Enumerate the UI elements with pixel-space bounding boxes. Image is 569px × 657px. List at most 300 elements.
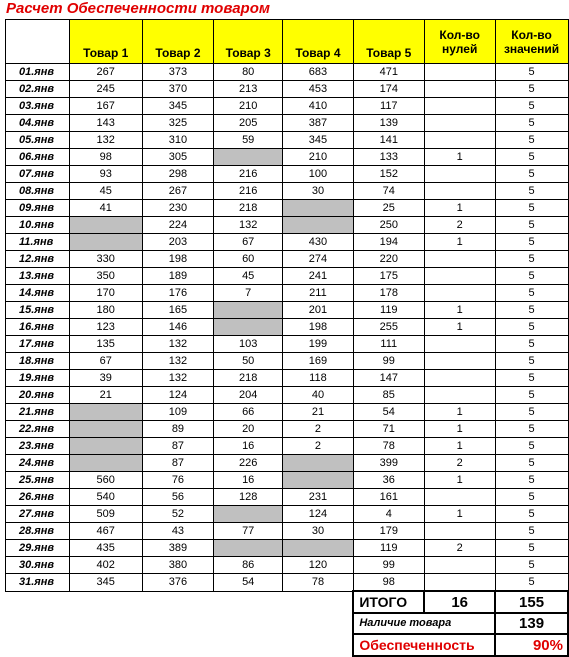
stock-value-cell[interactable]: 59	[214, 132, 283, 149]
date-cell[interactable]: 08.янв	[6, 183, 70, 200]
stock-value-cell[interactable]: 2	[283, 438, 354, 455]
zero-count-cell[interactable]	[424, 81, 495, 98]
value-count-cell[interactable]: 5	[495, 183, 568, 200]
value-count-cell[interactable]: 5	[495, 115, 568, 132]
header-product-5[interactable]: Товар 5	[353, 20, 424, 64]
stock-value-cell[interactable]: 560	[69, 472, 142, 489]
date-cell[interactable]: 06.янв	[6, 149, 70, 166]
stock-value-cell[interactable]: 298	[142, 166, 214, 183]
stock-value-cell[interactable]: 180	[69, 302, 142, 319]
zero-count-cell[interactable]: 2	[424, 455, 495, 472]
zero-count-cell[interactable]	[424, 336, 495, 353]
stock-value-cell[interactable]: 350	[69, 268, 142, 285]
stock-value-cell[interactable]: 87	[142, 438, 214, 455]
empty-stock-cell[interactable]	[283, 455, 354, 472]
stock-value-cell[interactable]: 216	[214, 183, 283, 200]
empty-stock-cell[interactable]	[283, 472, 354, 489]
spacer	[6, 613, 354, 634]
stock-value-cell[interactable]: 370	[142, 81, 214, 98]
stock-value-cell[interactable]: 230	[142, 200, 214, 217]
stock-value-cell[interactable]: 310	[142, 132, 214, 149]
zero-count-cell[interactable]: 1	[424, 319, 495, 336]
table-row	[6, 523, 569, 540]
stock-value-cell[interactable]: 20	[214, 421, 283, 438]
stock-value-cell[interactable]: 132	[142, 336, 214, 353]
totals-zero-count[interactable]: 16	[424, 591, 495, 613]
stock-value-cell[interactable]: 255	[353, 319, 424, 336]
date-cell[interactable]: 17.янв	[6, 336, 70, 353]
stock-value-cell[interactable]: 325	[142, 115, 214, 132]
header-product-1[interactable]: Товар 1	[69, 20, 142, 64]
date-cell[interactable]: 27.янв	[6, 506, 70, 523]
empty-stock-cell[interactable]	[214, 506, 283, 523]
summary-row	[6, 613, 569, 634]
stock-value-cell[interactable]: 174	[353, 81, 424, 98]
empty-stock-cell[interactable]	[214, 540, 283, 557]
stock-value-cell[interactable]: 376	[142, 574, 214, 592]
zero-count-cell[interactable]: 1	[424, 149, 495, 166]
date-cell[interactable]: 13.янв	[6, 268, 70, 285]
stock-value-cell[interactable]: 267	[142, 183, 214, 200]
stock-value-cell[interactable]: 21	[283, 404, 354, 421]
stock-value-cell[interactable]: 45	[69, 183, 142, 200]
date-cell[interactable]: 24.янв	[6, 455, 70, 472]
zero-count-cell[interactable]	[424, 98, 495, 115]
date-cell[interactable]: 30.янв	[6, 557, 70, 574]
date-cell[interactable]: 28.янв	[6, 523, 70, 540]
stock-value-cell[interactable]: 111	[353, 336, 424, 353]
stock-value-cell[interactable]: 231	[283, 489, 354, 506]
value-count-cell[interactable]: 5	[495, 404, 568, 421]
stock-value-cell[interactable]: 467	[69, 523, 142, 540]
value-count-cell[interactable]: 5	[495, 353, 568, 370]
stock-value-cell[interactable]: 56	[142, 489, 214, 506]
value-count-cell[interactable]: 5	[495, 98, 568, 115]
stock-value-cell[interactable]: 267	[69, 64, 142, 81]
stock-value-cell[interactable]: 204	[214, 387, 283, 404]
zero-count-cell[interactable]: 1	[424, 472, 495, 489]
stock-value-cell[interactable]: 99	[353, 353, 424, 370]
stock-value-cell[interactable]: 54	[353, 404, 424, 421]
stock-value-cell[interactable]: 30	[283, 523, 354, 540]
stock-value-cell[interactable]: 220	[353, 251, 424, 268]
stock-value-cell[interactable]: 345	[69, 574, 142, 592]
stock-value-cell[interactable]: 540	[69, 489, 142, 506]
stock-value-cell[interactable]: 330	[69, 251, 142, 268]
stock-value-cell[interactable]: 45	[214, 268, 283, 285]
value-count-cell[interactable]: 5	[495, 132, 568, 149]
stock-value-cell[interactable]: 430	[283, 234, 354, 251]
value-count-cell[interactable]: 5	[495, 557, 568, 574]
date-cell[interactable]: 12.янв	[6, 251, 70, 268]
stock-value-cell[interactable]: 93	[69, 166, 142, 183]
stock-value-cell[interactable]: 169	[283, 353, 354, 370]
zero-count-cell[interactable]	[424, 251, 495, 268]
empty-stock-cell[interactable]	[69, 438, 142, 455]
stock-value-cell[interactable]: 120	[283, 557, 354, 574]
provision-label[interactable]: Обеспеченность	[353, 634, 495, 656]
stock-value-cell[interactable]: 167	[69, 98, 142, 115]
stock-value-cell[interactable]: 123	[69, 319, 142, 336]
value-count-cell[interactable]: 5	[495, 370, 568, 387]
date-cell[interactable]: 07.янв	[6, 166, 70, 183]
value-count-cell[interactable]: 5	[495, 149, 568, 166]
stock-value-cell[interactable]: 211	[283, 285, 354, 302]
table-row	[6, 132, 569, 149]
stock-value-cell[interactable]: 4	[353, 506, 424, 523]
stock-value-cell[interactable]: 124	[142, 387, 214, 404]
table-row	[6, 302, 569, 319]
stock-value-cell[interactable]: 7	[214, 285, 283, 302]
value-count-cell[interactable]: 5	[495, 455, 568, 472]
value-count-cell[interactable]: 5	[495, 285, 568, 302]
table-row	[6, 472, 569, 489]
zero-count-cell[interactable]	[424, 115, 495, 132]
value-count-cell[interactable]: 5	[495, 234, 568, 251]
stock-value-cell[interactable]: 133	[353, 149, 424, 166]
zero-count-cell[interactable]	[424, 166, 495, 183]
date-cell[interactable]: 20.янв	[6, 387, 70, 404]
stock-value-cell[interactable]: 50	[214, 353, 283, 370]
table-row	[6, 540, 569, 557]
table-row	[6, 115, 569, 132]
zero-count-cell[interactable]: 2	[424, 540, 495, 557]
date-cell[interactable]: 29.янв	[6, 540, 70, 557]
value-count-cell[interactable]: 5	[495, 81, 568, 98]
stock-value-cell[interactable]: 435	[69, 540, 142, 557]
stock-value-cell[interactable]: 373	[142, 64, 214, 81]
stock-value-cell[interactable]: 78	[283, 574, 354, 592]
date-cell[interactable]: 11.янв	[6, 234, 70, 251]
empty-stock-cell[interactable]	[69, 421, 142, 438]
date-cell[interactable]: 02.янв	[6, 81, 70, 98]
date-cell[interactable]: 01.янв	[6, 64, 70, 81]
empty-stock-cell[interactable]	[214, 149, 283, 166]
value-count-cell[interactable]: 5	[495, 336, 568, 353]
stock-value-cell[interactable]: 176	[142, 285, 214, 302]
stock-value-cell[interactable]: 25	[353, 200, 424, 217]
date-cell[interactable]: 10.янв	[6, 217, 70, 234]
stock-value-cell[interactable]: 471	[353, 64, 424, 81]
empty-stock-cell[interactable]	[283, 200, 354, 217]
stock-value-cell[interactable]: 198	[283, 319, 354, 336]
stock-value-cell[interactable]: 224	[142, 217, 214, 234]
stock-value-cell[interactable]: 218	[214, 370, 283, 387]
empty-stock-cell[interactable]	[69, 217, 142, 234]
zero-count-cell[interactable]	[424, 353, 495, 370]
empty-stock-cell[interactable]	[69, 234, 142, 251]
date-cell[interactable]: 16.янв	[6, 319, 70, 336]
stock-value-cell[interactable]: 43	[142, 523, 214, 540]
zero-count-cell[interactable]	[424, 557, 495, 574]
stock-value-cell[interactable]: 16	[214, 472, 283, 489]
stock-value-cell[interactable]: 118	[283, 370, 354, 387]
stock-value-cell[interactable]: 78	[353, 438, 424, 455]
stock-value-cell[interactable]: 509	[69, 506, 142, 523]
value-count-cell[interactable]: 5	[495, 319, 568, 336]
zero-count-cell[interactable]	[424, 370, 495, 387]
stock-value-cell[interactable]: 410	[283, 98, 354, 115]
value-count-cell[interactable]: 5	[495, 64, 568, 81]
value-count-cell[interactable]: 5	[495, 302, 568, 319]
stock-value-cell[interactable]: 161	[353, 489, 424, 506]
stock-value-cell[interactable]: 66	[214, 404, 283, 421]
table-row	[6, 506, 569, 523]
stock-value-cell[interactable]: 99	[353, 557, 424, 574]
header-zero-count[interactable]: Кол-во нулей	[424, 20, 495, 64]
value-count-cell[interactable]: 5	[495, 574, 568, 592]
stock-value-cell[interactable]: 52	[142, 506, 214, 523]
stock-value-cell[interactable]: 74	[353, 183, 424, 200]
value-count-cell[interactable]: 5	[495, 489, 568, 506]
date-cell[interactable]: 19.янв	[6, 370, 70, 387]
value-count-cell[interactable]: 5	[495, 540, 568, 557]
stock-value-cell[interactable]: 135	[69, 336, 142, 353]
stock-value-cell[interactable]: 71	[353, 421, 424, 438]
stock-value-cell[interactable]: 117	[353, 98, 424, 115]
totals-label[interactable]: ИТОГО	[353, 591, 424, 613]
value-count-cell[interactable]: 5	[495, 217, 568, 234]
date-cell[interactable]: 22.янв	[6, 421, 70, 438]
stock-value-cell[interactable]: 199	[283, 336, 354, 353]
value-count-cell[interactable]: 5	[495, 506, 568, 523]
stock-value-cell[interactable]: 16	[214, 438, 283, 455]
stock-value-cell[interactable]: 198	[142, 251, 214, 268]
stock-value-cell[interactable]: 345	[142, 98, 214, 115]
date-cell[interactable]: 18.янв	[6, 353, 70, 370]
stock-value-cell[interactable]: 146	[142, 319, 214, 336]
table-row	[6, 319, 569, 336]
stock-value-cell[interactable]: 40	[283, 387, 354, 404]
stock-value-cell[interactable]: 143	[69, 115, 142, 132]
stock-value-cell[interactable]: 132	[142, 353, 214, 370]
stock-value-cell[interactable]: 213	[214, 81, 283, 98]
header-value-count[interactable]: Кол-во значений	[495, 20, 568, 64]
table-row	[6, 387, 569, 404]
sheet-title: Расчет Обеспеченности товаром	[6, 0, 270, 17]
stock-value-cell[interactable]: 203	[142, 234, 214, 251]
stock-value-cell[interactable]: 226	[214, 455, 283, 472]
zero-count-cell[interactable]: 2	[424, 217, 495, 234]
table-row	[6, 353, 569, 370]
table-row	[6, 336, 569, 353]
zero-count-cell[interactable]	[424, 523, 495, 540]
stock-value-cell[interactable]: 103	[214, 336, 283, 353]
stock-value-cell[interactable]: 67	[214, 234, 283, 251]
stock-value-cell[interactable]: 41	[69, 200, 142, 217]
stock-value-cell[interactable]: 109	[142, 404, 214, 421]
stock-value-cell[interactable]: 210	[283, 149, 354, 166]
zero-count-cell[interactable]: 1	[424, 506, 495, 523]
stock-value-cell[interactable]: 389	[142, 540, 214, 557]
stock-value-cell[interactable]: 119	[353, 302, 424, 319]
value-count-cell[interactable]: 5	[495, 251, 568, 268]
stock-value-cell[interactable]: 87	[142, 455, 214, 472]
zero-count-cell[interactable]	[424, 285, 495, 302]
stock-value-cell[interactable]: 402	[69, 557, 142, 574]
header-corner-cell[interactable]	[6, 20, 70, 64]
stock-value-cell[interactable]: 194	[353, 234, 424, 251]
stock-value-cell[interactable]: 399	[353, 455, 424, 472]
summary-row	[6, 634, 569, 656]
date-cell[interactable]: 23.янв	[6, 438, 70, 455]
stock-value-cell[interactable]: 345	[283, 132, 354, 149]
zero-count-cell[interactable]	[424, 132, 495, 149]
stock-value-cell[interactable]: 100	[283, 166, 354, 183]
date-cell[interactable]: 03.янв	[6, 98, 70, 115]
zero-count-cell[interactable]: 1	[424, 302, 495, 319]
stock-value-cell[interactable]: 141	[353, 132, 424, 149]
stock-value-cell[interactable]: 2	[283, 421, 354, 438]
table-row	[6, 438, 569, 455]
empty-stock-cell[interactable]	[69, 404, 142, 421]
stock-value-cell[interactable]: 179	[353, 523, 424, 540]
zero-count-cell[interactable]: 1	[424, 234, 495, 251]
stock-value-cell[interactable]: 128	[214, 489, 283, 506]
stock-value-cell[interactable]: 152	[353, 166, 424, 183]
stock-value-cell[interactable]: 216	[214, 166, 283, 183]
zero-count-cell[interactable]	[424, 64, 495, 81]
stock-value-cell[interactable]: 60	[214, 251, 283, 268]
availability-label[interactable]: Наличие товара	[353, 613, 495, 634]
stock-value-cell[interactable]: 387	[283, 115, 354, 132]
stock-value-cell[interactable]: 210	[214, 98, 283, 115]
value-count-cell[interactable]: 5	[495, 472, 568, 489]
table-row	[6, 404, 569, 421]
stock-value-cell[interactable]: 85	[353, 387, 424, 404]
empty-stock-cell[interactable]	[69, 455, 142, 472]
stock-value-cell[interactable]: 218	[214, 200, 283, 217]
supply-table	[5, 19, 569, 657]
date-cell[interactable]: 21.янв	[6, 404, 70, 421]
stock-value-cell[interactable]: 86	[214, 557, 283, 574]
totals-value-count[interactable]: 155	[495, 591, 568, 613]
value-count-cell[interactable]: 5	[495, 200, 568, 217]
summary-row	[6, 591, 569, 613]
stock-value-cell[interactable]: 305	[142, 149, 214, 166]
stock-value-cell[interactable]: 147	[353, 370, 424, 387]
stock-value-cell[interactable]: 21	[69, 387, 142, 404]
date-cell[interactable]: 09.янв	[6, 200, 70, 217]
stock-value-cell[interactable]: 165	[142, 302, 214, 319]
zero-count-cell[interactable]: 1	[424, 438, 495, 455]
value-count-cell[interactable]: 5	[495, 166, 568, 183]
stock-value-cell[interactable]: 89	[142, 421, 214, 438]
value-count-cell[interactable]: 5	[495, 387, 568, 404]
stock-value-cell[interactable]: 132	[142, 370, 214, 387]
zero-count-cell[interactable]: 1	[424, 404, 495, 421]
stock-value-cell[interactable]: 170	[69, 285, 142, 302]
value-count-cell[interactable]: 5	[495, 438, 568, 455]
stock-value-cell[interactable]: 132	[69, 132, 142, 149]
stock-value-cell[interactable]: 178	[353, 285, 424, 302]
stock-value-cell[interactable]: 98	[69, 149, 142, 166]
header-product-3[interactable]: Товар 3	[214, 20, 283, 64]
table-row	[6, 234, 569, 251]
date-cell[interactable]: 31.янв	[6, 574, 70, 592]
stock-value-cell[interactable]: 175	[353, 268, 424, 285]
stock-value-cell[interactable]: 380	[142, 557, 214, 574]
table-row	[6, 200, 569, 217]
spacer	[6, 634, 354, 656]
zero-count-cell[interactable]	[424, 387, 495, 404]
stock-value-cell[interactable]: 76	[142, 472, 214, 489]
date-cell[interactable]: 26.янв	[6, 489, 70, 506]
stock-value-cell[interactable]: 80	[214, 64, 283, 81]
date-cell[interactable]: 04.янв	[6, 115, 70, 132]
stock-value-cell[interactable]: 139	[353, 115, 424, 132]
table-row	[6, 64, 569, 81]
stock-value-cell[interactable]: 132	[214, 217, 283, 234]
header-product-4[interactable]: Товар 4	[283, 20, 354, 64]
zero-count-cell[interactable]	[424, 183, 495, 200]
table-row	[6, 183, 569, 200]
empty-stock-cell[interactable]	[283, 540, 354, 557]
zero-count-cell[interactable]	[424, 574, 495, 592]
stock-value-cell[interactable]: 201	[283, 302, 354, 319]
table-row	[6, 268, 569, 285]
stock-value-cell[interactable]: 250	[353, 217, 424, 234]
table-row	[6, 166, 569, 183]
table-row	[6, 421, 569, 438]
provision-value[interactable]: 90%	[495, 634, 568, 656]
header-product-2[interactable]: Товар 2	[142, 20, 214, 64]
table-row	[6, 149, 569, 166]
availability-value[interactable]: 139	[495, 613, 568, 634]
stock-value-cell[interactable]: 119	[353, 540, 424, 557]
header-row	[6, 20, 569, 64]
stock-value-cell[interactable]: 683	[283, 64, 354, 81]
table-row	[6, 81, 569, 98]
stock-value-cell[interactable]: 274	[283, 251, 354, 268]
table-row	[6, 574, 569, 592]
value-count-cell[interactable]: 5	[495, 421, 568, 438]
value-count-cell[interactable]: 5	[495, 523, 568, 540]
stock-value-cell[interactable]: 241	[283, 268, 354, 285]
table-row	[6, 455, 569, 472]
zero-count-cell[interactable]	[424, 268, 495, 285]
table-row	[6, 285, 569, 302]
stock-value-cell[interactable]: 39	[69, 370, 142, 387]
stock-value-cell[interactable]: 124	[283, 506, 354, 523]
table-row	[6, 98, 569, 115]
table-row	[6, 489, 569, 506]
date-cell[interactable]: 15.янв	[6, 302, 70, 319]
table-row	[6, 370, 569, 387]
table-row	[6, 557, 569, 574]
stock-value-cell[interactable]: 453	[283, 81, 354, 98]
stock-value-cell[interactable]: 77	[214, 523, 283, 540]
empty-stock-cell[interactable]	[214, 302, 283, 319]
zero-count-cell[interactable]	[424, 489, 495, 506]
empty-stock-cell[interactable]	[283, 217, 354, 234]
stock-value-cell[interactable]: 36	[353, 472, 424, 489]
date-cell[interactable]: 25.янв	[6, 472, 70, 489]
value-count-cell[interactable]: 5	[495, 268, 568, 285]
date-cell[interactable]: 05.янв	[6, 132, 70, 149]
zero-count-cell[interactable]: 1	[424, 421, 495, 438]
empty-stock-cell[interactable]	[214, 319, 283, 336]
stock-value-cell[interactable]: 245	[69, 81, 142, 98]
stock-value-cell[interactable]: 205	[214, 115, 283, 132]
stock-value-cell[interactable]: 54	[214, 574, 283, 592]
stock-value-cell[interactable]: 30	[283, 183, 354, 200]
zero-count-cell[interactable]: 1	[424, 200, 495, 217]
stock-value-cell[interactable]: 98	[353, 574, 424, 592]
stock-value-cell[interactable]: 67	[69, 353, 142, 370]
date-cell[interactable]: 14.янв	[6, 285, 70, 302]
stock-value-cell[interactable]: 189	[142, 268, 214, 285]
